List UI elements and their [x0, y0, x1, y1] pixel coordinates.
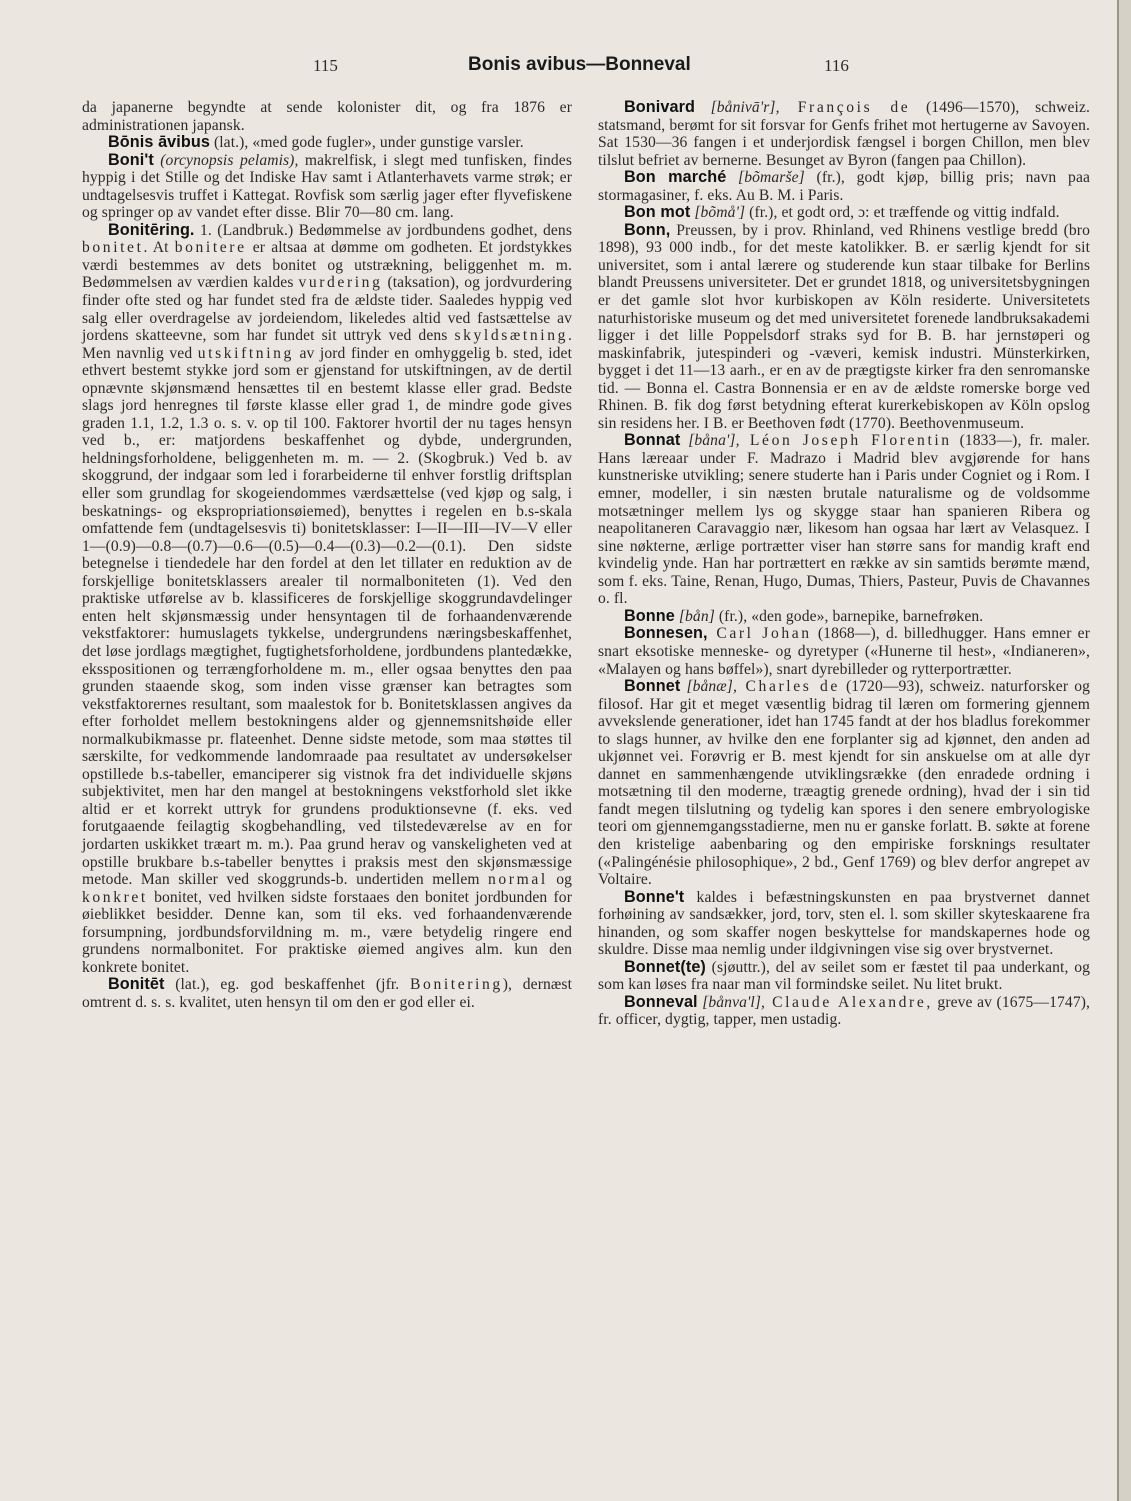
- headword: Bon mot: [624, 203, 691, 222]
- headword: Bonnesen,: [624, 624, 708, 643]
- right-column: [598, 99, 1090, 1029]
- page-header: [0, 56, 1131, 84]
- left-column: [82, 99, 572, 1011]
- entry-continuation: da japanerne begyndte at sende kolonister dit, og fra 1876 er administrationen japansk.: [82, 99, 572, 134]
- headword: Bonitēt: [108, 975, 165, 994]
- headword: Boni't: [108, 150, 154, 169]
- entry-bonnesen: Bonnesen, Carl Johan (1868—), d. billedhugger. Hans emner er snart eksotiske menneske- og dyretyper («Hunerne til hest», «Indianeren», «Malayen og hans bøffel»), snart dyrebilleder og rytterportrætter.: [598, 624, 1090, 678]
- headword: Bonne: [624, 606, 675, 625]
- running-head: Bonis avibus—Bonneval: [468, 54, 691, 75]
- headword: Bonitēring.: [108, 220, 195, 239]
- headword: Bonnet(te): [624, 957, 706, 976]
- headword: Bōnis āvibus: [108, 133, 210, 152]
- headword: Bonivard: [624, 98, 695, 116]
- page-number-right: 116: [824, 56, 849, 75]
- entry-bonne: Bonne [bån] (fr.), «den gode», barnepike, barnefrøken.: [624, 606, 984, 625]
- headword: Bonneval: [624, 992, 698, 1011]
- entry-bon-marche: Bon marché [bõmarše] (fr.), godt kjøp, billig pris; navn paa stormagasiner, f. eks. Au B. M. i Paris.: [598, 168, 1090, 204]
- entry-bonivard: Bonivard [bånivā'r], François de (1496—1570), schweiz. statsmand, berømt for sit forsvar for Genfs frihet mot hertugerne av Savoyen. Sat 1530—36 fangen i et underjordisk fængsel i borgen Chillon, men blev tilslut befriet av bernerne. Besunget av Byron (fangen paa Chillon).: [598, 98, 1090, 169]
- entry-bonnet-fort: Bonne't kaldes i befæstningskunsten en paa brystvernet dannet forhøining av sandsækker, jord, torv, sten el. l. som skiller skyteskaarene fra hinanden, og som skaffer nogen beskyttelse for mandskapernes hode og skuldre. Disse maa nemlig under ildgivningen vise sig over brystvernet.: [598, 887, 1090, 959]
- entry-bonn: Bonn, Preussen, by i prov. Rhinland, ved Rhinens vestlige bredd (bro 1898), 93 000 indb., for det meste katolikker. B. er særlig kjendt for sit universitet, som i antal lærere og studerende kun staar tilbake for Berlins blandt Preussens universiteter. Det er grundet 1818, og universitetsbygningen er det gamle slot hvor kurbiskopen av Köln residerte. Universitetets naturhistoriske museum og det med universitetet forenede landbruksakademi ligger i det lille Poppelsdorf straks syd for B. B. har jernstøperi og maskinfabrik, jutespinderi og -væveri, kemisk industri. Münsterkirken, bygget i det 11—13 aarh., er en av de prægtigste kirker fra den senromanske tid. — Bonna el. Castra Bonnensia er en av de ældste romerske borge ved Rhinen. B. fik dog først betydning efterat kurerkebiskopen av Köln opslog sin residens her. I B. er Beethoven født (1770). Beethovenmuseum.: [598, 220, 1090, 432]
- headword: Bonnet: [624, 677, 681, 696]
- entry-bonitering: Bonitēring. 1. (Landbruk.) Bedømmelse av jordbundens godhet, dens bonitet. At bonitere er altsaa at dømme om godheten. Et jordstykkes værdi bestemmes av dets bonitet og utstrækning, beliggenhet m. m. Bedømmelsen av værdien kaldes vurdering (taksation), og jordvurdering finder ofte sted og har fundet sted fra de ældste tider. Saaledes hyppig ved salg eller overdragelse av jordeiendom, likeledes altid ved fastsættelse av jordens skatteevne, som har fundet sit uttryk ved dens skyldsætning. Men navnlig ved utskiftning av jord finder en omhyggelig b. sted, idet ethvert bestemt stykke jord som er gjenstand for utskiftningen, av de dertil opnævnte skjønsmænd hensættes til en bestemt klasse eller grad. Bedste slags jord henregnes til første klasse eller grad 1, de mindre gode gives graden 1.1, 1.2, 1.3 o. s. v. op til 100. Faktorer hvortil der nu tages hensyn ved b., er: matjordens beskaffenhet og dybde, undergrunden, heldningsforholdene, beliggenheten m. m. — 2. (Skogbruk.) Ved b. av skoggrund, der indgaar som led i forarbeiderne til enhver forstlig driftsplan eller som grundlag for skogeiendommes værdsættelse (ved kjøp og salg, i beskatnings- og ekspropriationsøiemed), benyttes i regelen en b.s-skala omfattende fem (undtagelsesvis ti) bonitetsklasser: I—II—III—IV—V eller 1—(0.9)—0.8—(0.7)—0.6—(0.5)—0.4—(0.3)—0.2—(0.1). Den sidste betegnelse i tiendedele har den fordel at den let tillater en reduktion av de forskjellige bonitetsklassers arealer til normalboniteten (1). Ved den praktiske utførelse av b. klassificeres de forskjellige skoggrundavdelinger enten helt skjønsmæssig under hensyntagen til de forhaandenværende vekstfaktorer: humuslagets tykkelse, undergrundens næringsbeskaffenhet, det løse jordlags mægtighet, fugtighetsforholdene, jordbundens plantedække, eksspositionen og terrængforholdene m. m., eller ogsaa benyttes den paa grunden staaende skog, som inden visse grænser kan betragtes som vekstfaktorernes resultant, som maalestok for b. Bonitetsklassen angives da efter forholdet mellem bestokningens alder og gjennemsnitshøide eller normalkubikmasse pr. flateenhet. Denne sidste metode, som maa støttes til særskilte, for vedkommende landomraade paa resultatet av undersøkelser opstillede b.s-tabeller, emanciperer sig vistnok fra det individuelle skjøns subjektivitet, men har den mangel at bestokningens vekstforhold slet ikke altid er et korrekt uttryk for grundens produktionsevne (f. eks. ved forutgaaende feilagtig skogbehandling, ved tilstedeværelse av en for jordarten uskikket træart m. m.). Paa grund herav og vanskeligheten ved at opstille brukbare b.s-tabeller benyttes i praksis mest den skjønsmæssige metode. Man skiller ved skoggrunds-b. undertiden mellem normal og konkret bonitet, ved hvilken sidste forstaaes den bonitet jordbunden for øieblikket besidder. Denne kan, som til eks. ved forhaandenværende forsumpning, jordbundsforvildning m. m., være betydelig ringere end grundens normalbonitet. For praktiske øiemed angives alm. kun den konkrete bonitet.: [82, 220, 572, 976]
- entry-bonit: Boni't (orcynopsis pelamis), makrelfisk, i slegt med tunfisken, findes hyppig i det Stille og det Indiske Hav samt i Atlanterhavets varme strøk; er undtagelsesvis truffet i Kattegat. Rovfisk som særlig jager efter flyvefiskene og springer op av vandet efter disse. Blir 70—80 cm. lang.: [82, 150, 572, 222]
- headword: Bonnat: [624, 431, 681, 450]
- entry-bonis-avibus: Bōnis āvibus (lat.), «med gode fugler», under gunstige varsler.: [108, 133, 524, 152]
- headword: Bon marché: [624, 168, 727, 187]
- page-edge: [1117, 0, 1131, 1501]
- entry-bonnat: Bonnat [båna'], Léon Joseph Florentin (1833—), fr. maler. Hans læreaar under F. Madrazo i Madrid blev avgjørende for hans kunstneriske utvikling; senere studerte han i Paris under Cogniet og i Rom. I emner, modeller, i sin næsten brutale naturalisme og de voldsomme motsætninger mellem lys og skygge staar han spanieren Ribera og neapolitaneren Caravaggio nær, likesom han ogsaa har lært av Velasquez. I sine nøkterne, ærlige portrætter viser han større sans for mandig kraft end kvindelig ynde. Han har portrættert en række av sin samtids berømte mænd, som f. eks. Taine, Renan, Hugo, Dumas, Thiers, Pasteur, Puvis de Chavannes o. fl.: [598, 431, 1091, 608]
- headword: Bonn,: [624, 220, 671, 239]
- entry-bonitet: Bonitēt (lat.), eg. god beskaffenhet (jfr. Bonitering), dernæst omtrent d. s. s. kvalitet, uten hensyn til om den er god eller ei.: [82, 975, 572, 1011]
- page-number-left: 115: [313, 56, 338, 75]
- entry-bonneval: Bonneval [bånva'l], Claude Alexandre, greve av (1675—1747), fr. officer, dygtig, tapper, men ustadig.: [598, 992, 1091, 1029]
- entry-bon-mot: Bon mot [bõmå'] (fr.), et godt ord, ɔ: et træffende og vittig indfald.: [624, 203, 1060, 222]
- entry-bonnette: Bonnet(te) (sjøuttr.), del av seilet som er fæstet til paa underkant, og som kan løses fra naar man vil formindske seilet. Nu litet brukt.: [598, 957, 1090, 994]
- headword: Bonne't: [624, 887, 685, 906]
- entry-bonnet: Bonnet [bånæ], Charles de (1720—93), schweiz. naturforsker og filosof. Har git et meget væsentlig bidrag til læren om formering gjennem avvekslende generationer, idet han 1745 fandt at der hos bladlus forekommer to slags hunner, av hvilke den ene forplanter sig ad kjønnet, den anden ad ukjønnet vei. Forøvrig er B. mest kjendt for sin anskuelse om at alle dyr dannet en sammenhængende utviklingsrække (den enradede ordning i motsætning til den moderne, træagtig grenede ordning), hvad der i sin tid fandt megen tilslutning og tydelig kan spores i den senere embryologiske teori om gjennemgangsstadierne, men nu er ganske forlatt. B. søkte at forene den kristelige aabenbaring og den empiriske forsknings resultater («Palingénésie philosophique», 2 bd., Genf 1769) og blev derfor angrepet av Voltaire.: [598, 677, 1090, 889]
